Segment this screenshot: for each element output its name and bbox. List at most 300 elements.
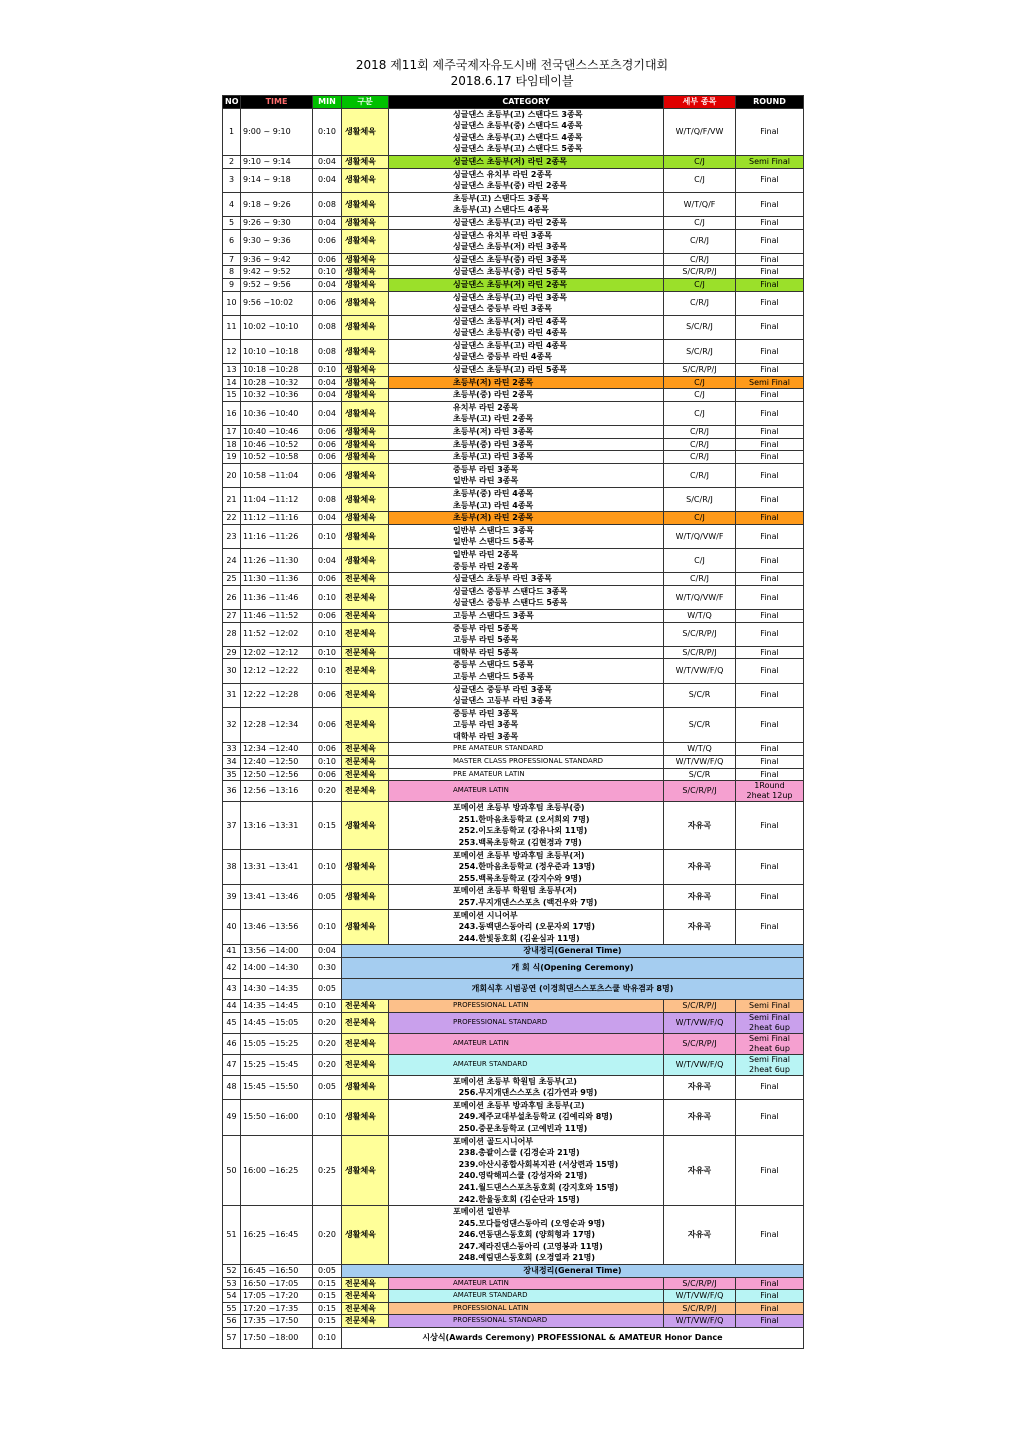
row-no: 34 xyxy=(223,756,241,769)
row-round: Final xyxy=(736,1277,804,1290)
category-line: AMATEUR STANDARD xyxy=(453,1291,528,1300)
row-min: 0:05 xyxy=(313,885,342,909)
category-line: 중등부 라틴 5종목 xyxy=(453,623,519,633)
row-round: Final xyxy=(736,659,804,683)
row-no: 13 xyxy=(223,364,241,377)
row-gubun: 전문체육 xyxy=(342,781,389,802)
row-round: Final xyxy=(736,1099,804,1135)
row-category xyxy=(389,802,664,849)
row-round: Semi Final xyxy=(736,376,804,389)
row-no: 21 xyxy=(223,488,241,512)
category-line: 싱글댄스 초등부(고) 스탠다드 5종목 xyxy=(453,144,583,154)
category-line: 243.동백댄스동아리 (오문자외 17명) xyxy=(453,922,596,932)
category-line: 싱글댄스 중등부 라틴 3종목 xyxy=(453,304,552,314)
row-category xyxy=(389,1054,664,1075)
row-category xyxy=(389,401,664,425)
row-dance: C/R/J xyxy=(664,451,736,464)
row-no: 7 xyxy=(223,253,241,266)
table-row xyxy=(223,229,804,253)
row-min: 0:10 xyxy=(313,659,342,683)
category-line: 포메이션 일반부 xyxy=(453,1207,510,1217)
row-dance: W/T/Q/VW/F xyxy=(664,524,736,548)
row-time: 15:50 ~16:00 xyxy=(241,1099,313,1135)
category-line: 240.영락해피스쿨 (강성자와 21명) xyxy=(453,1171,588,1181)
row-round: Final xyxy=(736,278,804,291)
row-min: 0:06 xyxy=(313,229,342,253)
row-dance: S/C/R/P/J xyxy=(664,622,736,646)
row-gubun: 전문체육 xyxy=(342,743,389,756)
table-row xyxy=(223,1033,804,1054)
header-gubun: 구분 xyxy=(342,96,389,109)
row-no: 56 xyxy=(223,1315,241,1328)
row-gubun: 생활체육 xyxy=(342,291,389,315)
row-min: 0:06 xyxy=(313,609,342,622)
category-line: 244.한빛동호회 (김윤심과 11명) xyxy=(453,933,580,943)
category-line: 싱글댄스 초등부(고) 스탠다드 4종목 xyxy=(453,132,583,142)
row-time: 15:05 ~15:25 xyxy=(241,1033,313,1054)
row-category xyxy=(389,909,664,945)
table-row xyxy=(223,999,804,1012)
row-category xyxy=(389,1277,664,1290)
row-no: 20 xyxy=(223,463,241,487)
row-no: 1 xyxy=(223,108,241,155)
row-event: 개 회 식(Opening Ceremony) xyxy=(342,957,804,978)
category-line: PROFESSIONAL STANDARD xyxy=(453,1017,548,1026)
row-round: Final xyxy=(736,229,804,253)
row-no: 25 xyxy=(223,573,241,586)
row-no: 35 xyxy=(223,768,241,781)
row-no: 24 xyxy=(223,548,241,572)
category-line: 포메이션 초등부 방과후팀 초등부(고) xyxy=(453,1100,585,1110)
row-gubun: 생활체육 xyxy=(342,315,389,339)
row-round: Final xyxy=(736,548,804,572)
row-time: 9:56 ~10:02 xyxy=(241,291,313,315)
category-line: 일반부 스탠다드 3종목 xyxy=(453,525,534,535)
row-category xyxy=(389,438,664,451)
row-dance: S/C/R/P/J xyxy=(664,364,736,377)
category-line: 중등부 라틴 2종목 xyxy=(453,561,519,571)
category-line: 싱글댄스 초등부(중) 라틴 2종목 xyxy=(453,181,567,191)
table-row xyxy=(223,463,804,487)
row-min: 0:15 xyxy=(313,1302,342,1315)
row-no: 26 xyxy=(223,585,241,609)
row-gubun: 전문체육 xyxy=(342,683,389,707)
row-gubun: 전문체육 xyxy=(342,1033,389,1054)
row-category xyxy=(389,524,664,548)
row-dance: 자유곡 xyxy=(664,849,736,885)
row-no: 49 xyxy=(223,1099,241,1135)
row-round: Final xyxy=(736,802,804,849)
row-category xyxy=(389,291,664,315)
row-category xyxy=(389,1033,664,1054)
row-time: 14:45 ~15:05 xyxy=(241,1012,313,1033)
row-round: Final xyxy=(736,707,804,743)
row-time: 13:16 ~13:31 xyxy=(241,802,313,849)
row-category xyxy=(389,781,664,802)
row-round xyxy=(736,1012,804,1033)
row-no: 8 xyxy=(223,266,241,279)
category-line: 일반부 라틴 3종목 xyxy=(453,476,519,486)
row-no: 37 xyxy=(223,802,241,849)
row-round: Final xyxy=(736,216,804,229)
table-row xyxy=(223,278,804,291)
row-min: 0:04 xyxy=(313,401,342,425)
row-round: Final xyxy=(736,168,804,192)
row-category xyxy=(389,155,664,168)
row-time: 9:18 ~ 9:26 xyxy=(241,192,313,216)
table-row xyxy=(223,155,804,168)
row-category xyxy=(389,266,664,279)
row-no: 3 xyxy=(223,168,241,192)
row-category xyxy=(389,707,664,743)
row-round: Final xyxy=(736,885,804,909)
row-category xyxy=(389,999,664,1012)
header-time: TIME xyxy=(241,96,313,109)
row-category xyxy=(389,426,664,439)
row-no: 17 xyxy=(223,426,241,439)
row-dance: S/C/R xyxy=(664,683,736,707)
table-row xyxy=(223,707,804,743)
header-round: ROUND xyxy=(736,96,804,109)
header-row xyxy=(223,96,804,109)
row-dance: S/C/R/J xyxy=(664,339,736,363)
row-no: 55 xyxy=(223,1302,241,1315)
row-dance: C/R/J xyxy=(664,438,736,451)
row-gubun: 전문체육 xyxy=(342,1012,389,1033)
row-no: 6 xyxy=(223,229,241,253)
category-line: 싱글댄스 초등부(중) 스탠다드 4종목 xyxy=(453,121,583,131)
row-dance: C/R/J xyxy=(664,253,736,266)
row-min: 0:04 xyxy=(313,376,342,389)
row-gubun: 생활체육 xyxy=(342,253,389,266)
round-line: Semi Final xyxy=(749,1012,790,1022)
row-min: 0:06 xyxy=(313,426,342,439)
table-row xyxy=(223,585,804,609)
row-dance: 자유곡 xyxy=(664,1075,736,1099)
row-category xyxy=(389,885,664,909)
row-gubun: 전문체육 xyxy=(342,1290,389,1303)
row-dance: C/J xyxy=(664,155,736,168)
row-time: 11:12 ~11:16 xyxy=(241,512,313,525)
row-gubun: 전문체육 xyxy=(342,1302,389,1315)
row-no: 22 xyxy=(223,512,241,525)
row-min: 0:06 xyxy=(313,573,342,586)
row-round: Final xyxy=(736,451,804,464)
table-row xyxy=(223,451,804,464)
row-min: 0:05 xyxy=(313,1265,342,1278)
category-line: 253.백록초등학교 (김현경과 7명) xyxy=(453,838,582,848)
row-gubun: 생활체육 xyxy=(342,438,389,451)
row-dance: S/C/R/P/J xyxy=(664,781,736,802)
row-min: 0:06 xyxy=(313,291,342,315)
table-row xyxy=(223,168,804,192)
row-category xyxy=(389,108,664,155)
row-category xyxy=(389,339,664,363)
row-category xyxy=(389,229,664,253)
row-category xyxy=(389,683,664,707)
category-line: 250.중문초등학교 (고예빈과 11명) xyxy=(453,1123,588,1133)
row-time: 11:46 ~11:52 xyxy=(241,609,313,622)
row-time: 10:10 ~10:18 xyxy=(241,339,313,363)
category-line: PRE AMATEUR LATIN xyxy=(453,769,525,778)
category-line: 고등부 스탠다드 3종목 xyxy=(453,610,534,620)
category-line: 싱글댄스 유치부 라틴 3종목 xyxy=(453,230,552,240)
category-line: 포메이션 골드시니어부 xyxy=(453,1136,534,1146)
row-category xyxy=(389,192,664,216)
category-line: 싱글댄스 초등부(고) 라틴 2종목 xyxy=(453,217,567,227)
row-category xyxy=(389,659,664,683)
row-dance: C/R/J xyxy=(664,229,736,253)
category-line: 초등부(고) 스탠다드 4종목 xyxy=(453,205,549,215)
row-gubun: 전문체육 xyxy=(342,756,389,769)
category-line: 싱글댄스 유치부 라틴 2종목 xyxy=(453,169,552,179)
row-no: 14 xyxy=(223,376,241,389)
row-gubun: 전문체육 xyxy=(342,1315,389,1328)
row-time: 10:32 ~10:36 xyxy=(241,389,313,402)
row-time: 17:05 ~17:20 xyxy=(241,1290,313,1303)
row-category xyxy=(389,1012,664,1033)
row-no: 31 xyxy=(223,683,241,707)
row-category xyxy=(389,573,664,586)
round-line: 2heat 6up xyxy=(749,1043,790,1053)
row-dance: C/J xyxy=(664,168,736,192)
table-row xyxy=(223,1054,804,1075)
table-row xyxy=(223,253,804,266)
row-gubun: 생활체육 xyxy=(342,1075,389,1099)
row-dance: C/R/J xyxy=(664,291,736,315)
category-line: 중등부 라틴 3종목 xyxy=(453,464,519,474)
row-no: 41 xyxy=(223,945,241,958)
row-dance: W/T/Q/F xyxy=(664,192,736,216)
row-time: 14:35 ~14:45 xyxy=(241,999,313,1012)
row-gubun: 생활체육 xyxy=(342,524,389,548)
category-line: 대학부 라틴 5종목 xyxy=(453,647,519,657)
row-time: 9:36 ~ 9:42 xyxy=(241,253,313,266)
table-row xyxy=(223,315,804,339)
row-dance: C/J xyxy=(664,278,736,291)
category-line: PROFESSIONAL LATIN xyxy=(453,1303,529,1312)
row-round: Final xyxy=(736,646,804,659)
row-no: 9 xyxy=(223,278,241,291)
row-time: 17:35 ~17:50 xyxy=(241,1315,313,1328)
row-dance: C/R/J xyxy=(664,426,736,439)
category-line: 싱글댄스 초등부(고) 라틴 4종목 xyxy=(453,340,567,350)
category-line: PROFESSIONAL STANDARD xyxy=(453,1316,548,1325)
row-min: 0:15 xyxy=(313,802,342,849)
row-no: 51 xyxy=(223,1206,241,1265)
row-category xyxy=(389,216,664,229)
row-time: 10:40 ~10:46 xyxy=(241,426,313,439)
row-round: Semi Final xyxy=(736,999,804,1012)
table-row xyxy=(223,108,804,155)
category-line: 257.무지개댄스스포츠 (백건우와 7명) xyxy=(453,898,598,907)
row-time: 9:42 ~ 9:52 xyxy=(241,266,313,279)
row-gubun: 전문체육 xyxy=(342,1054,389,1075)
row-gubun: 생활체육 xyxy=(342,155,389,168)
row-time: 10:36 ~10:40 xyxy=(241,401,313,425)
row-event: 장내정리(General Time) xyxy=(342,945,804,958)
table-row xyxy=(223,548,804,572)
row-gubun: 생활체육 xyxy=(342,192,389,216)
row-round: Final xyxy=(736,512,804,525)
category-line: 싱글댄스 초등부(중) 라틴 4종목 xyxy=(453,328,567,338)
row-category xyxy=(389,451,664,464)
row-no: 5 xyxy=(223,216,241,229)
row-round: Final xyxy=(736,339,804,363)
round-line: Semi Final xyxy=(749,1033,790,1043)
row-time: 17:20 ~17:35 xyxy=(241,1302,313,1315)
category-line: 고등부 라틴 5종목 xyxy=(453,635,519,645)
row-event: 시상식(Awards Ceremony) PROFESSIONAL & AMATEUR Honor Dance xyxy=(342,1328,804,1349)
row-category xyxy=(389,849,664,885)
row-no: 39 xyxy=(223,885,241,909)
row-gubun: 생활체육 xyxy=(342,278,389,291)
row-time: 14:30 ~14:35 xyxy=(241,978,313,999)
row-gubun: 전문체육 xyxy=(342,768,389,781)
row-min: 0:06 xyxy=(313,438,342,451)
row-gubun: 생활체육 xyxy=(342,389,389,402)
row-min: 0:08 xyxy=(313,339,342,363)
category-line: 싱글댄스 중등부 스탠다드 5종목 xyxy=(453,598,568,608)
category-line: 싱글댄스 중등부 라틴 4종목 xyxy=(453,352,552,362)
row-time: 16:00 ~16:25 xyxy=(241,1135,313,1206)
row-gubun: 생활체육 xyxy=(342,364,389,377)
category-line: 포메이션 초등부 학원팀 초등부(고) xyxy=(453,1076,577,1086)
row-dance: W/T/Q/F/VW xyxy=(664,108,736,155)
row-time: 9:52 ~ 9:56 xyxy=(241,278,313,291)
row-round: Final xyxy=(736,683,804,707)
table-row xyxy=(223,192,804,216)
row-min: 0:20 xyxy=(313,1206,342,1265)
row-min: 0:10 xyxy=(313,1099,342,1135)
category-line: 중등부 라틴 3종목 xyxy=(453,708,519,718)
row-category xyxy=(389,1075,664,1099)
row-dance: W/T/VW/F/Q xyxy=(664,1012,736,1033)
table-row xyxy=(223,1277,804,1290)
row-min: 0:10 xyxy=(313,524,342,548)
table-row xyxy=(223,266,804,279)
row-event: 장내정리(General Time) xyxy=(342,1265,804,1278)
row-time: 9:00 ~ 9:10 xyxy=(241,108,313,155)
row-round: Final xyxy=(736,573,804,586)
row-dance: C/J xyxy=(664,216,736,229)
header-min: MIN xyxy=(313,96,342,109)
category-line: 초등부(중) 라틴 2종목 xyxy=(453,390,534,400)
row-time: 12:40 ~12:50 xyxy=(241,756,313,769)
row-round: Semi Final xyxy=(736,155,804,168)
round-line: 2heat 12up xyxy=(746,791,793,801)
category-line: AMATEUR LATIN xyxy=(453,1278,509,1287)
row-time: 12:34 ~12:40 xyxy=(241,743,313,756)
category-line: PRE AMATEUR STANDARD xyxy=(453,744,544,753)
category-line: 싱글댄스 중등부 라틴 3종목 xyxy=(453,684,552,694)
row-min: 0:06 xyxy=(313,683,342,707)
row-category xyxy=(389,1135,664,1206)
row-dance: W/T/VW/F/Q xyxy=(664,756,736,769)
row-min: 0:10 xyxy=(313,1328,342,1349)
row-gubun: 생활체육 xyxy=(342,376,389,389)
row-time: 9:26 ~ 9:30 xyxy=(241,216,313,229)
row-time: 10:18 ~10:28 xyxy=(241,364,313,377)
table-row xyxy=(223,291,804,315)
row-time: 11:36 ~11:46 xyxy=(241,585,313,609)
row-category xyxy=(389,1206,664,1265)
row-category xyxy=(389,585,664,609)
row-gubun: 생활체육 xyxy=(342,1099,389,1135)
table-row xyxy=(223,1099,804,1135)
row-no: 48 xyxy=(223,1075,241,1099)
row-time: 9:30 ~ 9:36 xyxy=(241,229,313,253)
category-line: 고등부 라틴 3종목 xyxy=(453,720,519,730)
row-round: Final xyxy=(736,315,804,339)
table-row xyxy=(223,512,804,525)
row-no: 32 xyxy=(223,707,241,743)
table-row xyxy=(223,768,804,781)
row-min: 0:04 xyxy=(313,168,342,192)
category-line: 245.모다들엉댄스동아리 (오영순과 9명) xyxy=(453,1218,605,1228)
row-gubun: 생활체육 xyxy=(342,108,389,155)
table-row xyxy=(223,401,804,425)
row-category xyxy=(389,463,664,487)
category-line: 싱글댄스 초등부 라틴 3종목 xyxy=(453,574,552,584)
row-no: 38 xyxy=(223,849,241,885)
row-no: 15 xyxy=(223,389,241,402)
row-time: 11:04 ~11:12 xyxy=(241,488,313,512)
row-dance: 자유곡 xyxy=(664,1099,736,1135)
row-gubun: 전문체육 xyxy=(342,609,389,622)
category-line: 초등부(고) 라틴 3종목 xyxy=(453,452,534,462)
row-round: Final xyxy=(736,426,804,439)
row-dance: S/C/R xyxy=(664,707,736,743)
category-line: 일반부 라틴 2종목 xyxy=(453,549,519,559)
row-category xyxy=(389,1290,664,1303)
row-time: 12:28 ~12:34 xyxy=(241,707,313,743)
table-row xyxy=(223,1075,804,1099)
category-line: 252.이도초등학교 (강유나외 11명) xyxy=(453,826,588,836)
category-line: 싱글댄스 중등부 스탠다드 3종목 xyxy=(453,586,568,596)
category-line: 고등부 스탠다드 5종목 xyxy=(453,671,534,681)
row-min: 0:20 xyxy=(313,1054,342,1075)
row-min: 0:06 xyxy=(313,463,342,487)
row-gubun: 전문체육 xyxy=(342,573,389,586)
row-min: 0:15 xyxy=(313,1277,342,1290)
table-row xyxy=(223,524,804,548)
category-line: 포메이션 초등부 방과후팀 초등부(중) xyxy=(453,803,585,813)
row-min: 0:08 xyxy=(313,315,342,339)
row-round: Final xyxy=(736,291,804,315)
category-line: 싱글댄스 초등부(고) 라틴 3종목 xyxy=(453,292,567,302)
row-gubun: 전문체육 xyxy=(342,999,389,1012)
category-line: AMATEUR STANDARD xyxy=(453,1059,528,1068)
row-time: 13:46 ~13:56 xyxy=(241,909,313,945)
table-row xyxy=(223,683,804,707)
row-dance: C/J xyxy=(664,376,736,389)
category-line: MASTER CLASS PROFESSIONAL STANDARD xyxy=(453,757,604,766)
row-round: Final xyxy=(736,108,804,155)
row-no: 28 xyxy=(223,622,241,646)
row-round: Final xyxy=(736,1135,804,1206)
category-line: 초등부(저) 라틴 2종목 xyxy=(453,513,534,523)
row-min: 0:10 xyxy=(313,999,342,1012)
row-dance: S/C/R/P/J xyxy=(664,1033,736,1054)
category-line: 247.제라진댄스동아리 (고영봉과 11명) xyxy=(453,1241,603,1251)
row-gubun: 생활체육 xyxy=(342,548,389,572)
header-no: NO xyxy=(223,96,241,109)
table-row xyxy=(223,339,804,363)
row-time: 11:30 ~11:36 xyxy=(241,573,313,586)
category-line: 포메이션 초등부 학원팀 초등부(저) xyxy=(453,886,577,896)
row-gubun: 전문체육 xyxy=(342,585,389,609)
